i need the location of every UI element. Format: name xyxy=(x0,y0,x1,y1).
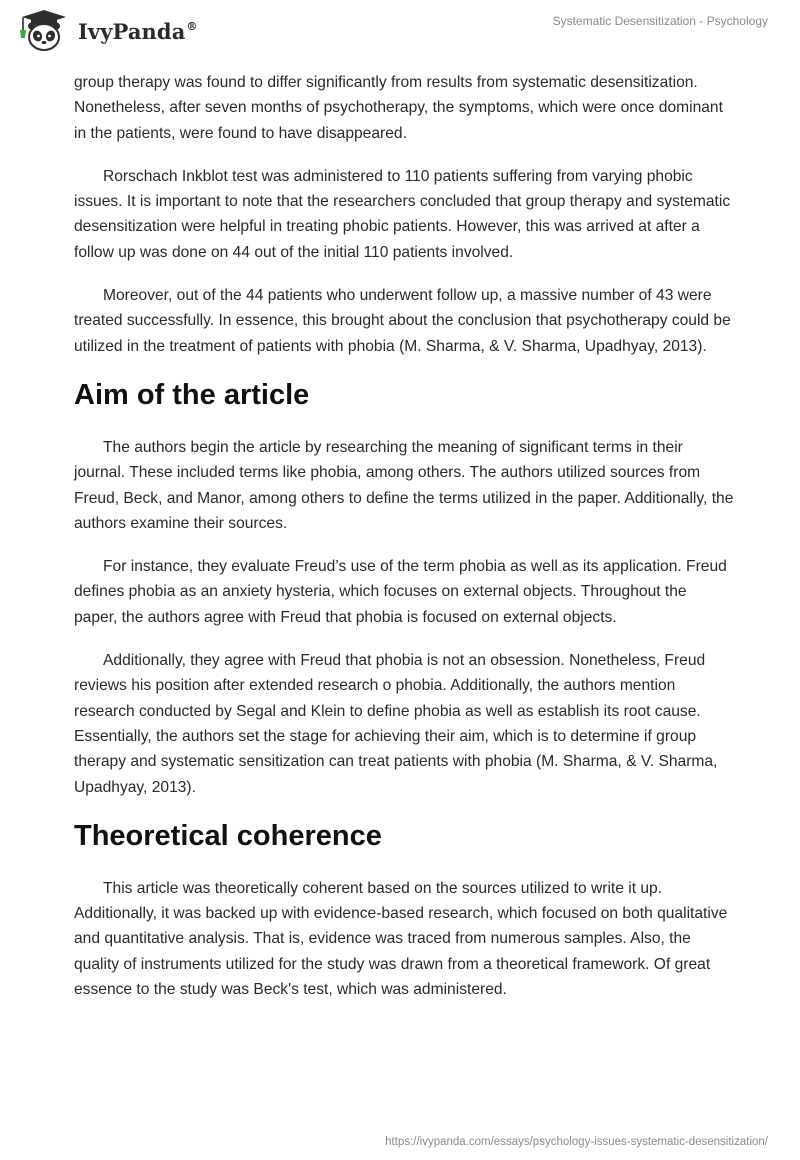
document-title: Systematic Desensitization - Psychology xyxy=(552,14,768,28)
paragraph: Moreover, out of the 44 patients who underwent follow up, a massive number of 43 were treated successfully. In essence, this brought about the conclusion that psychotherapy could be utilized in the treatment of patients with phobia (M. Sharma, & V. Sharma, Upadhyay, 2013). xyxy=(74,287,731,355)
paragraph: group therapy was found to differ significantly from results from systematic desensitization. Nonetheless, after seven months of psychotherapy, the symptoms, which were once dominant in the patients, were found to have disappeared. xyxy=(74,74,723,142)
paragraph: For instance, they evaluate Freud’s use of the term phobia as well as its application. Freud defines phobia as an anxiety hysteria, which focuses on external objects. Throughout the paper, the authors agree with Freud that phobia is focused on external objects. xyxy=(74,558,727,626)
paragraph: This article was theoretically coherent based on the sources utilized to write it up. Additionally, it was backed up with evidence-based research, which focused on both qualitative and quantitative analysis. That is, evidence was traced from numerous samples. Also, the quality of instruments utilized for the study was drawn from a theoretical framework. Of great essence to the study was Beck's test, which was administered. xyxy=(74,879,728,999)
brand-logo[interactable] xyxy=(14,8,198,52)
source-url-link[interactable]: https://ivypanda.com/essays/psychology-issues-systematic-desensitization/ xyxy=(385,1136,768,1148)
essay-content xyxy=(74,70,734,1020)
paragraph: Additionally, they agree with Freud that phobia is not an obsession. Nonetheless, Freud reviews his position after extended research o phobia. Additionally, the authors mention research conducted by Segal and Klein to define phobia as well as establish its root cause. Essentially, the authors set the stage for achieving their aim, which is to determine if group therapy and systematic sensitization can treat patients with phobia (M. Sharma, & V. Sharma, Upadhyay, 2013). xyxy=(74,652,718,796)
section-heading-theoretical-coherence: Theoretical coherence xyxy=(74,819,382,852)
panda-logo-icon xyxy=(14,8,70,52)
brand-name: IvyPanda® xyxy=(78,18,198,44)
page-header xyxy=(0,0,800,70)
paragraph: The authors begin the article by researching the meaning of significant terms in their journal. These included terms like phobia, among others. The authors utilized sources from Freud, Beck, and Manor, among others to define the terms utilized in the paper. Additionally, the authors examine their sources. xyxy=(74,438,734,532)
paragraph: Rorschach Inkblot test was administered to 110 patients suffering from varying phobic issues. It is important to note that the researchers concluded that group therapy and systematic desensitization were helpful in treating phobic patients. However, this was arrived at after a follow up was done on 44 out of the initial 110 patients involved. xyxy=(74,167,731,261)
section-heading-aim: Aim of the article xyxy=(74,378,310,411)
